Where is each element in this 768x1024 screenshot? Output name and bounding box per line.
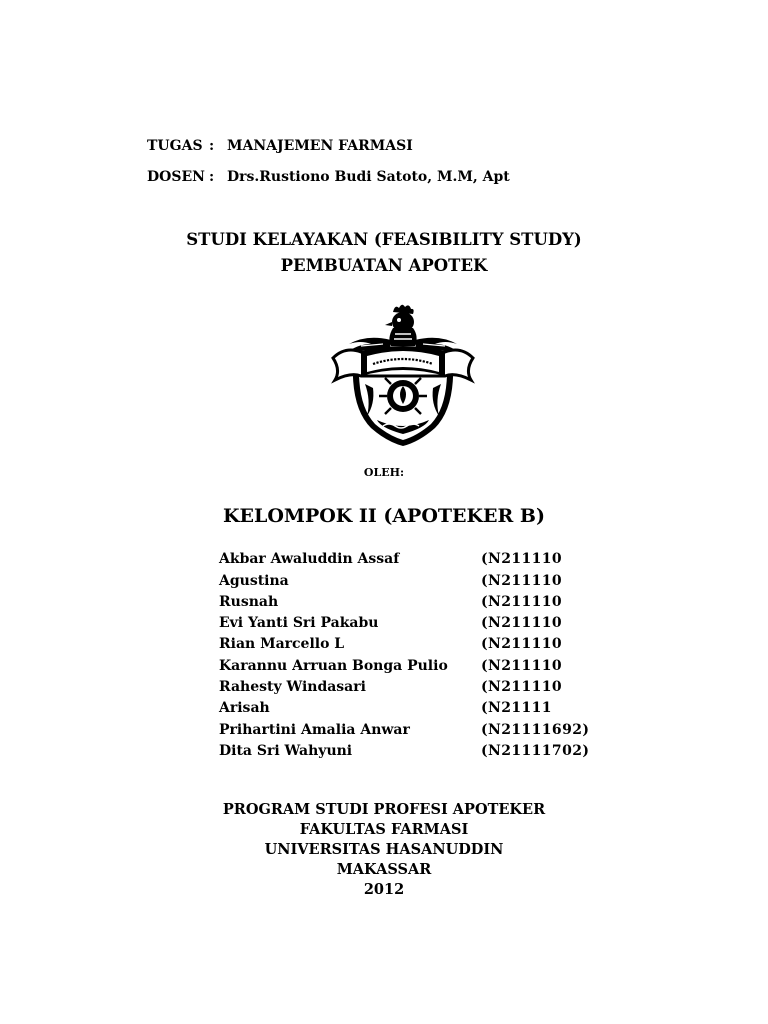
footer-program: PROGRAM STUDI PROFESI APOTEKER [222,801,546,818]
member-name: Arisah [219,700,270,716]
member-name: Karannu Arruan Bonga Pulio [219,658,448,674]
member-name: Agustina [219,573,289,589]
member-row [219,743,599,763]
member-nim: (N211110 [481,658,563,674]
member-nim: (N21111692) [481,722,590,738]
document-title-line-1: STUDI KELAYAKAN (FEASIBILITY STUDY) [186,230,582,249]
member-nim: (N211110 [481,551,563,567]
member-name: Rahesty Windasari [219,679,366,695]
group-title: KELOMPOK II (APOTEKER B) [223,505,545,527]
member-name: Rian Marcello L [219,636,345,652]
task-row [147,138,413,154]
member-nim: (N211110 [481,594,563,610]
member-name: Akbar Awaluddin Assaf [219,551,400,567]
member-nim: (N211110 [481,679,563,695]
footer-city: MAKASSAR [336,861,432,878]
document-title-line-2: PEMBUATAN APOTEK [280,256,488,275]
member-row [219,551,599,571]
footer-faculty: FAKULTAS FARMASI [299,821,469,838]
member-nim: (N211110 [481,615,563,631]
member-row [219,722,599,742]
lecturer-label: DOSEN [147,169,205,185]
member-nim: (N21111702) [481,743,590,759]
member-name: Evi Yanti Sri Pakabu [219,615,379,631]
member-nim: (N21111 [481,700,552,716]
member-nim: (N211110 [481,573,563,589]
lecturer-value: Drs.Rustiono Budi Satoto, M.M, Apt [227,169,510,185]
member-nim: (N211110 [481,636,563,652]
member-name: Rusnah [219,594,279,610]
member-name: Dita Sri Wahyuni [219,743,353,759]
member-name: Prihartini Amalia Anwar [219,722,410,738]
task-separator: : [209,138,215,154]
member-row [219,636,599,656]
task-value: MANAJEMEN FARMASI [227,138,413,154]
footer-year: 2012 [363,881,405,898]
university-emblem-icon [331,300,475,452]
member-row [219,594,599,614]
member-row [219,700,599,720]
task-label: TUGAS [147,138,203,154]
member-row [219,573,599,593]
member-row [219,679,599,699]
member-row [219,658,599,678]
by-label: OLEH: [363,466,405,479]
footer-university: UNIVERSITAS HASANUDDIN [264,841,504,858]
lecturer-row [147,169,510,185]
lecturer-separator: : [209,169,215,185]
member-row [219,615,599,635]
